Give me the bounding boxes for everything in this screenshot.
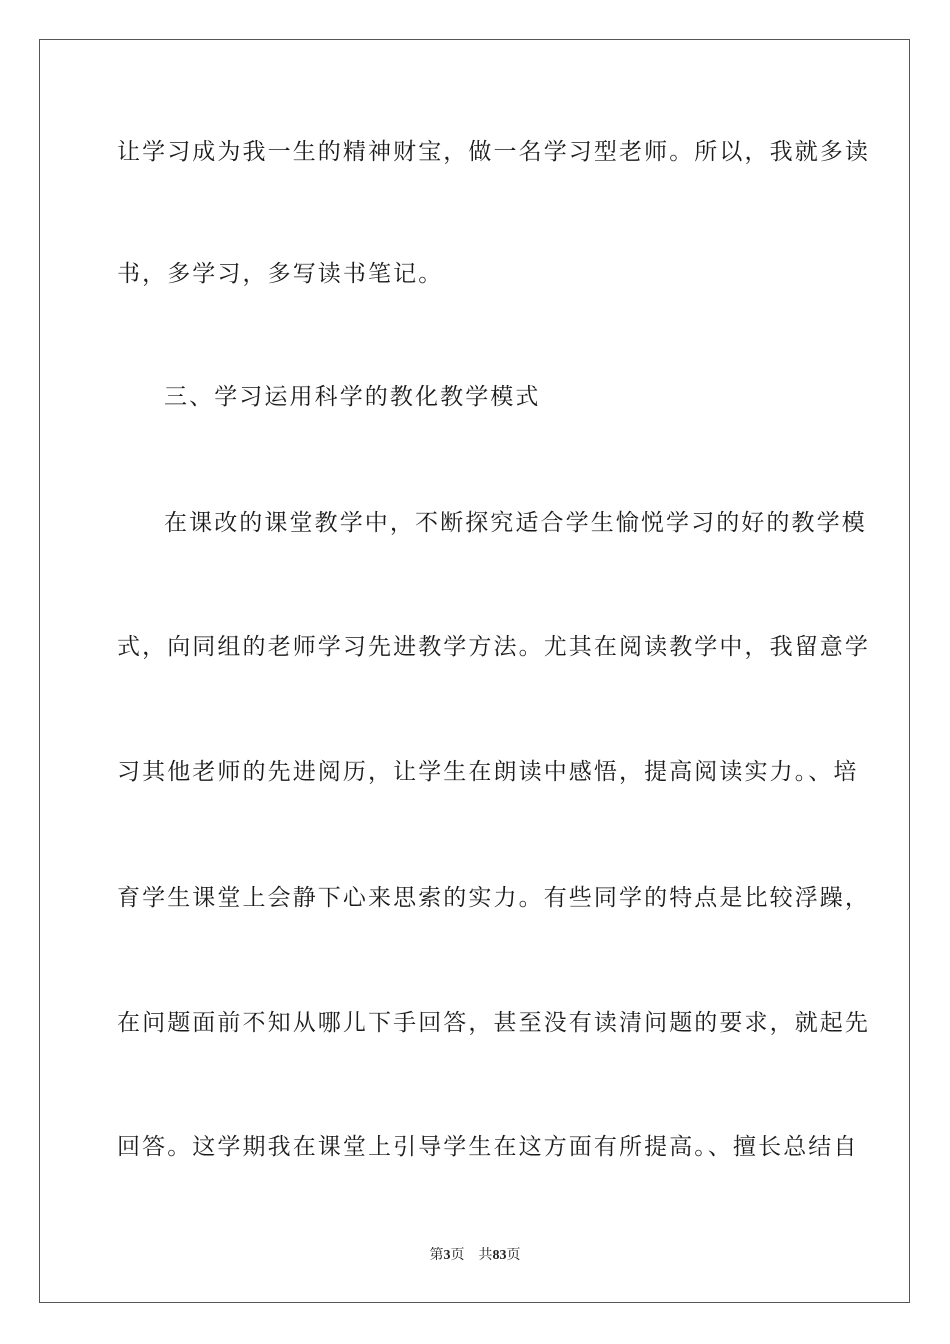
body-text-line: 回答。这学期我在课堂上引导学生在这方面有所提高。、擅长总结自 xyxy=(117,1134,859,1160)
section-heading: 三、学习运用科学的教化教学模式 xyxy=(164,384,541,410)
total-suffix: 页 xyxy=(506,1248,521,1263)
total-pages: 83 xyxy=(492,1248,507,1263)
body-text-line: 在课改的课堂教学中，不断探究适合学生愉悦学习的好的教学模 xyxy=(164,510,867,536)
body-text-line: 式，向同组的老师学习先进教学方法。尤其在阅读教学中，我留意学 xyxy=(117,634,870,660)
body-text-line: 育学生课堂上会静下心来思索的实力。有些同学的特点是比较浮躁， xyxy=(117,885,870,911)
body-text-line: 习其他老师的先进阅历，让学生在朗读中感悟，提高阅读实力。、培 xyxy=(117,759,859,785)
total-prefix: 共 xyxy=(478,1248,493,1263)
body-text-line: 让学习成为我一生的精神财宝，做一名学习型老师。所以，我就多读 xyxy=(117,139,870,165)
body-text-line: 书，多学习，多写读书笔记。 xyxy=(117,261,444,287)
page-footer xyxy=(0,1247,950,1265)
page-number: 3 xyxy=(443,1248,451,1263)
body-text-line: 在问题面前不知从哪儿下手回答，甚至没有读清问题的要求，就起先 xyxy=(117,1010,870,1036)
page-suffix: 页 xyxy=(450,1248,465,1263)
page-prefix: 第 xyxy=(429,1248,444,1263)
page-border xyxy=(39,39,910,1303)
